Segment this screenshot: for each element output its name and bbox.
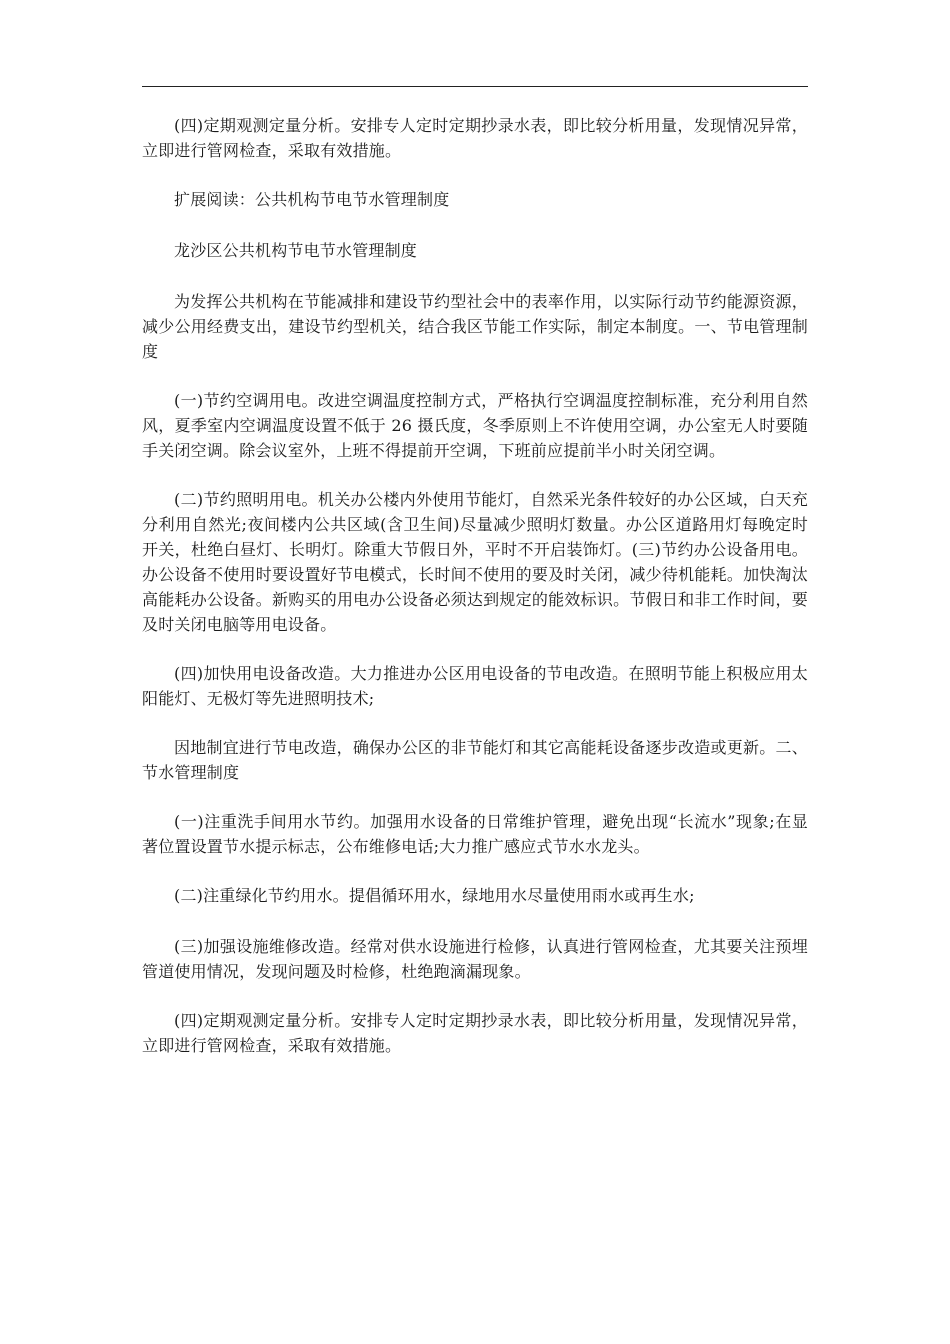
document-title: 龙沙区公共机构节电节水管理制度 [174, 241, 418, 260]
paragraph-retrofit-water-section: 因地制宜进行节电改造，确保办公区的非节能灯和其它高能耗设备逐步改造或更新。二、节水管理制度 [142, 738, 808, 782]
header-rule [142, 86, 808, 87]
paragraph-air-conditioning: (一)节约空调用电。改进空调温度控制方式，严格执行空调温度控制标准，充分利用自然风，夏季室内空调温度设置不低于 26 摄氏度，冬季原则上不许使用空调，办公室无人时要随手关闭空调。除会议室外，上班不得提前开空调，下班前应提前半小时关闭空调。 [142, 391, 808, 460]
paragraph-water-monitoring-intro: (四)定期观测定量分析。安排专人定时定期抄录水表，即比较分析用量，发现情况异常，立即进行管网检查，采取有效措施。 [142, 116, 808, 160]
paragraph-restroom-water: (一)注重洗手间用水节约。加强用水设备的日常维护管理，避免出现“长流水”现象;在显著位置设置节水提示标志，公布维修电话;大力推广感应式节水水龙头。 [142, 812, 808, 856]
paragraph-water-monitoring: (四)定期观测定量分析。安排专人定时定期抄录水表，即比较分析用量，发现情况异常，立即进行管网检查，采取有效措施。 [142, 1011, 808, 1055]
paragraph-extended-reading: 扩展阅读：公共机构节电节水管理制度 [174, 190, 450, 209]
paragraph-greening-water: (二)注重绿化节约用水。提倡循环用水，绿地用水尽量使用雨水或再生水; [174, 886, 695, 905]
paragraph-lighting-office-equipment: (二)节约照明用电。机关办公楼内外使用节能灯，自然采光条件较好的办公区域，白天充分利用自然光;夜间楼内公共区域(含卫生间)尽量减少照明灯数量。办公区道路用灯每晚定时开关，杜绝白昼灯、长明灯。除重大节假日外，平时不开启装饰灯。(三)节约办公设备用电。办公设备不使用时要设置好节电模式，长时间不使用的要及时关闭，减少待机能耗。加快淘汰高能耗办公设备。新购买的用电办公设备必须达到规定的能效标识。节假日和非工作时间，要及时关闭电脑等用电设备。 [142, 490, 808, 634]
paragraph-equipment-upgrade: (四)加快用电设备改造。大力推进办公区用电设备的节电改造。在照明节能上积极应用太阳能灯、无极灯等先进照明技术; [142, 664, 808, 708]
paragraph-facility-maintenance: (三)加强设施维修改造。经常对供水设施进行检修，认真进行管网检查，尤其要关注预埋管道使用情况，发现问题及时检修，杜绝跑滴漏现象。 [142, 937, 808, 981]
document-body [142, 113, 808, 1082]
paragraph-preamble: 为发挥公共机构在节能减排和建设节约型社会中的表率作用，以实际行动节约能源资源，减少公用经费支出，建设节约型机关，结合我区节能工作实际，制定本制度。一、节电管理制度 [142, 292, 808, 361]
